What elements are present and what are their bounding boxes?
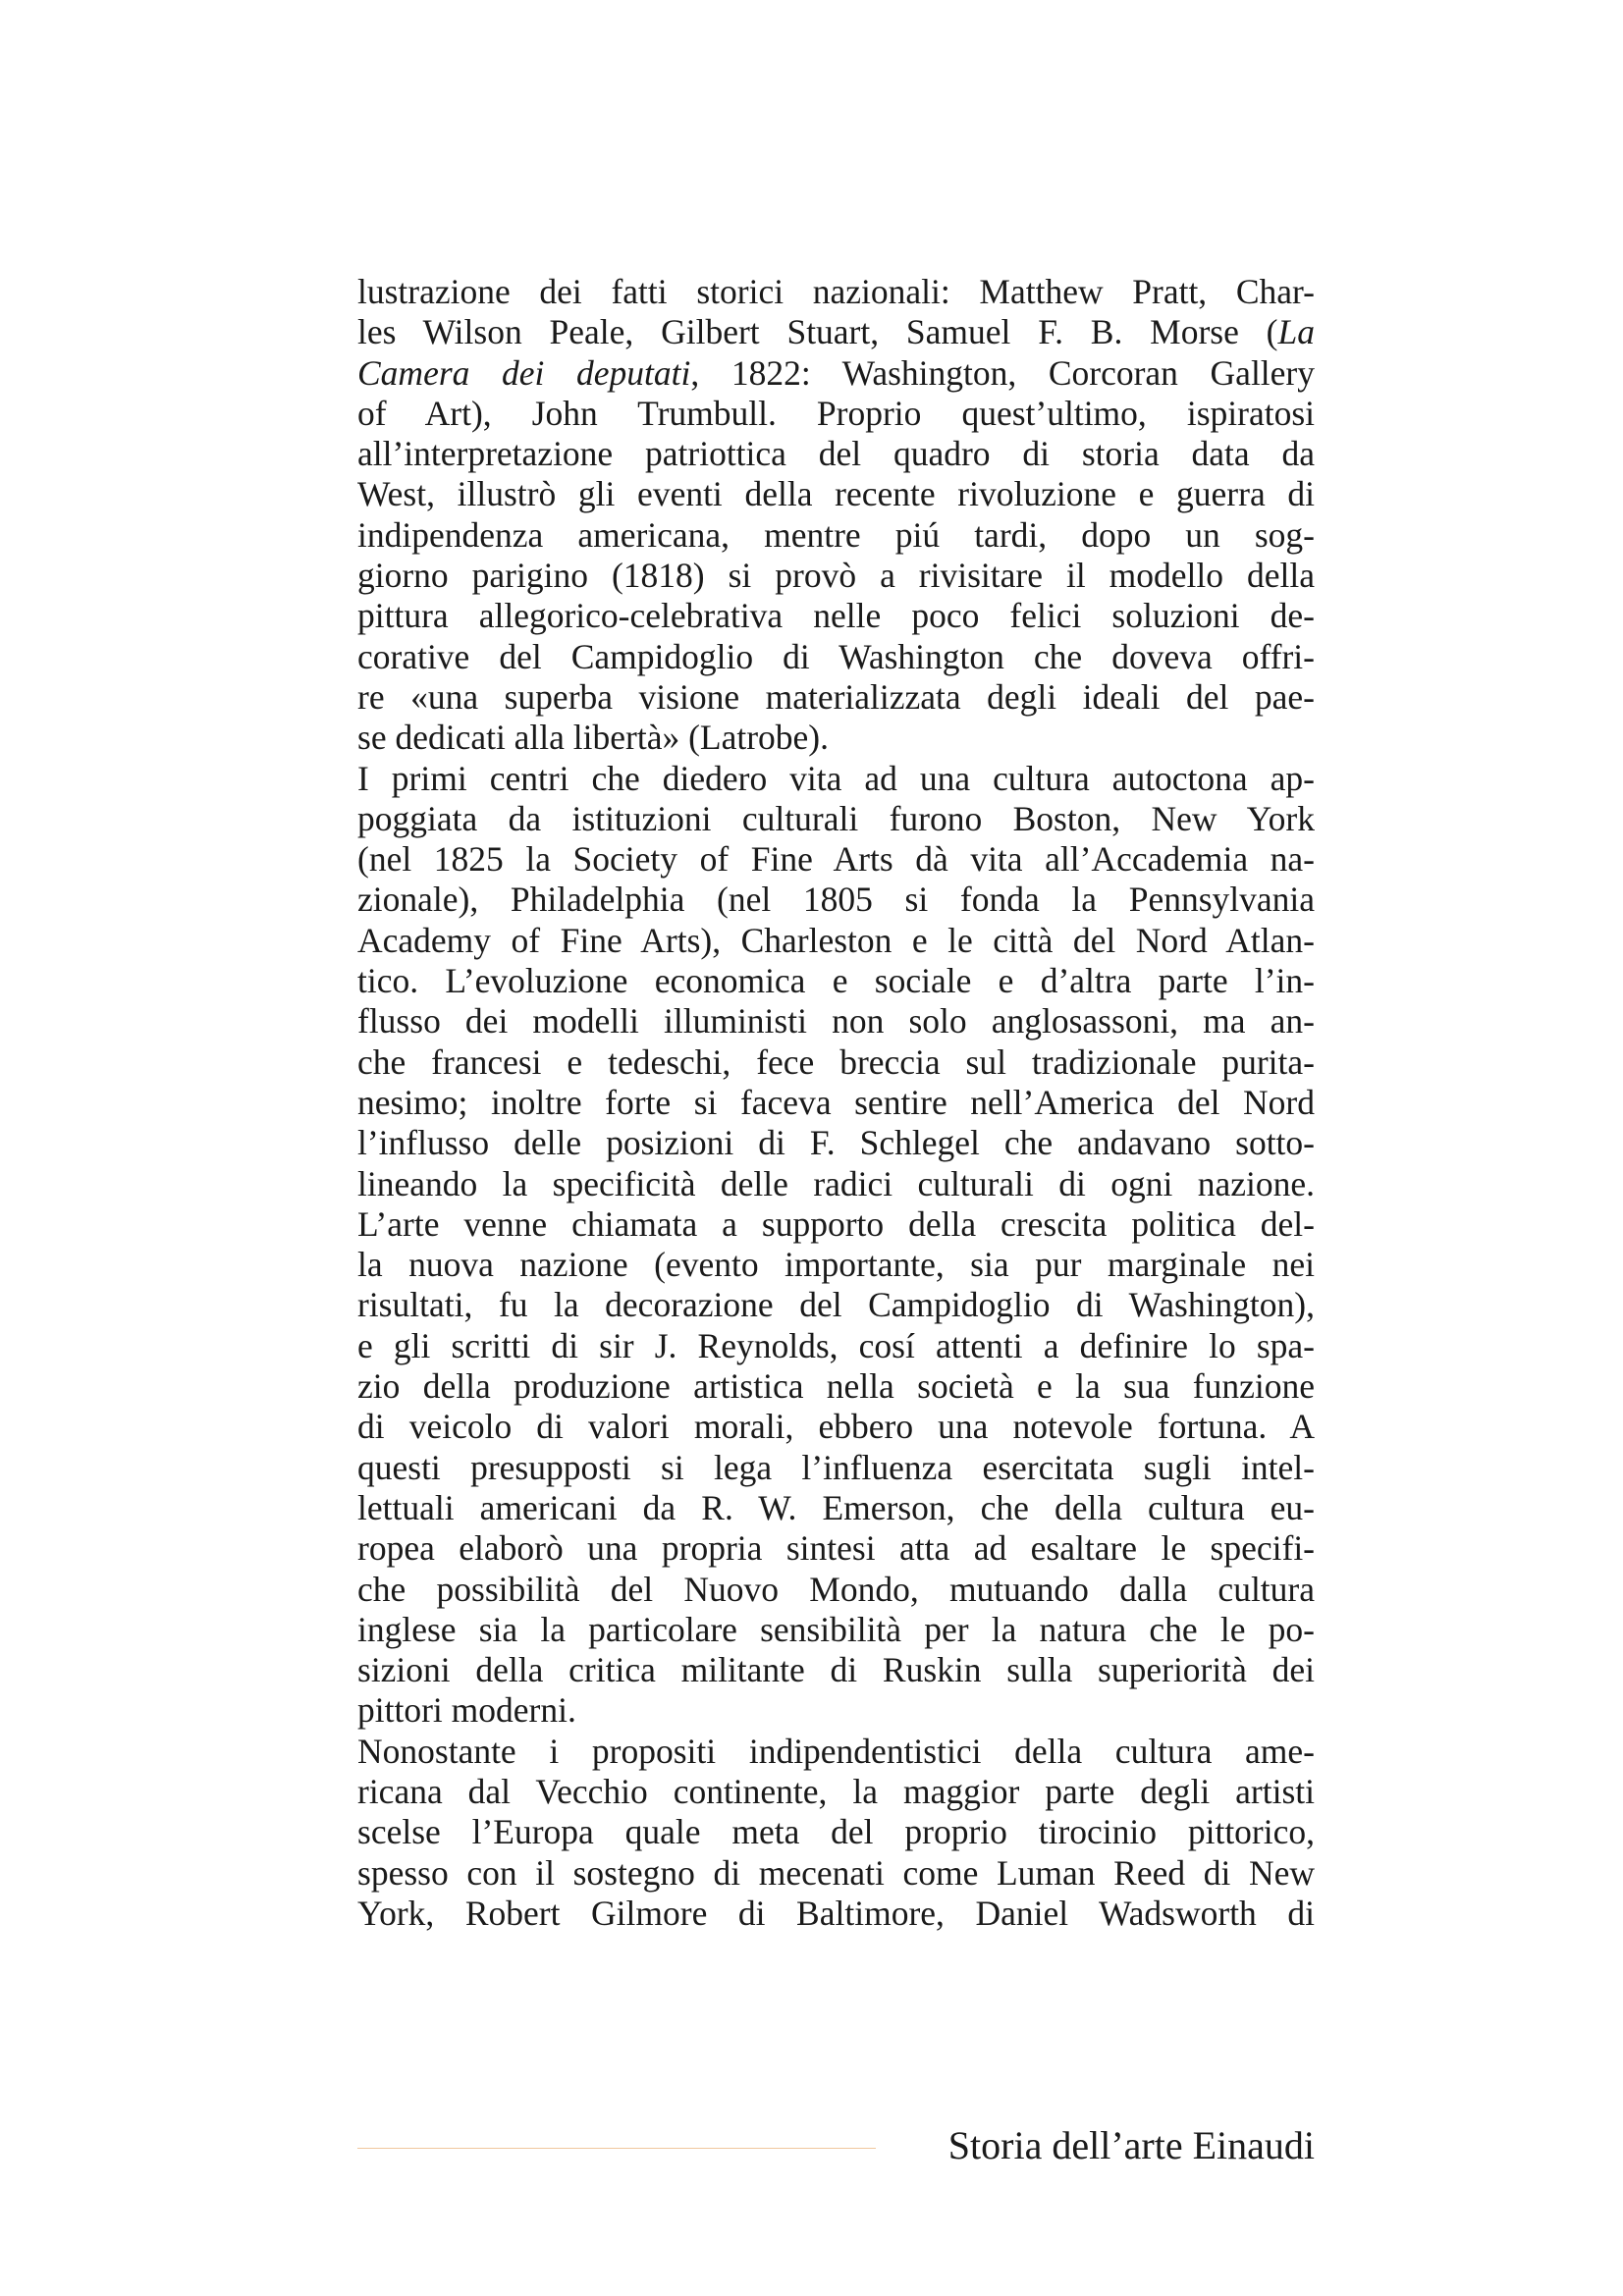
footer-rule: [357, 2148, 876, 2149]
text-line: lettuali americani da R. W. Emerson, che della cultura eu-: [357, 1487, 1315, 1527]
text-line: Camera dei deputati, 1822: Washington, Corcoran Gallery: [357, 352, 1315, 393]
text-line: che francesi e tedeschi, fece breccia sul tradizionale purita-: [357, 1041, 1315, 1082]
text-line: pittori moderni.: [357, 1690, 576, 1731]
text-line: pittura allegorico-celebrativa nelle poco felici soluzioni de-: [357, 596, 1315, 636]
text-line: ropea elaborò una propria sintesi atta ad esaltare le specifi-: [357, 1528, 1315, 1569]
text-line: L’arte venne chiamata a supporto della crescita politica del-: [357, 1203, 1315, 1244]
text-line: lustrazione dei fatti storici nazionali: Matthew Pratt, Char-: [357, 272, 1315, 311]
text-line: West, illustrò gli eventi della recente rivoluzione e guerra di: [357, 474, 1315, 514]
text-line: zionale), Philadelphia (nel 1805 si fonda la Pennsylvania: [357, 880, 1315, 920]
text-line: corative del Campidoglio di Washington che doveva offri-: [357, 636, 1315, 676]
text-line: scelse l’Europa quale meta del proprio tirocinio pittorico,: [357, 1812, 1315, 1852]
text-line: la nuova nazione (evento importante, sia pur marginale nei: [357, 1245, 1315, 1285]
text-line: di veicolo di valori morali, ebbero una notevole fortuna. A: [357, 1407, 1315, 1447]
text-line: I primi centri che diedero vita ad una cultura autoctona ap-: [357, 758, 1315, 798]
paragraph: [357, 1732, 1315, 1934]
text-line: tico. L’evoluzione economica e sociale e d’altra parte l’in-: [357, 961, 1315, 1001]
text-line: Academy of Fine Arts), Charleston e le città del Nord Atlan-: [357, 920, 1315, 960]
italic-title: La: [1277, 312, 1315, 352]
text-line: questi presupposti si lega l’influenza esercitata sugli intel-: [357, 1447, 1315, 1487]
text-line: nesimo; inoltre forte si faceva sentire nell’America del Nord: [357, 1082, 1315, 1122]
text-line: zio della produzione artistica nella società e la sua funzione: [357, 1366, 1315, 1407]
text-line: sizioni della critica militante di Ruskin sulla superiorità dei: [357, 1650, 1315, 1690]
text-line: all’interpretazione patriottica del quadro di storia data da: [357, 434, 1315, 474]
text-line: risultati, fu la decorazione del Campidoglio di Washington),: [357, 1285, 1315, 1325]
text-line: lineando la specificità delle radici culturali di ogni nazione.: [357, 1163, 1315, 1203]
text-line: York, Robert Gilmore di Baltimore, Daniel Wadsworth di: [357, 1893, 1315, 1933]
text-line: ricana dal Vecchio continente, la maggior parte degli artisti: [357, 1771, 1315, 1811]
text-line: flusso dei modelli illuministi non solo anglosassoni, ma an-: [357, 1001, 1315, 1041]
text-line: spesso con il sostegno di mecenati come Luman Reed di New: [357, 1852, 1315, 1893]
text-line: of Art), John Trumbull. Proprio quest’ultimo, ispiratosi: [357, 393, 1315, 433]
text-line: se dedicati alla libertà» (Latrobe).: [357, 718, 829, 758]
footer-book-title: Storia dell’arte Einaudi: [947, 2123, 1315, 2167]
text-line: l’influsso delle posizioni di F. Schlegel che andavano sotto-: [357, 1123, 1315, 1163]
body-text: [357, 272, 1315, 1934]
text-line: che possibilità del Nuovo Mondo, mutuando dalla cultura: [357, 1569, 1315, 1609]
text-line: les Wilson Peale, Gilbert Stuart, Samuel F. B. Morse (La: [357, 312, 1315, 352]
text-line: indipendenza americana, mentre piú tardi, dopo un sog-: [357, 514, 1315, 555]
text-line: e gli scritti di sir J. Reynolds, cosí attenti a definire lo spa-: [357, 1325, 1315, 1365]
text-line: re «una superba visione materializzata degli ideali del pae-: [357, 676, 1315, 717]
text-line: poggiata da istituzioni culturali furono Boston, New York: [357, 798, 1315, 838]
text-line: giorno parigino (1818) si provò a rivisitare il modello della: [357, 556, 1315, 596]
italic-title: Camera dei deputati: [357, 352, 691, 393]
text-line: Nonostante i propositi indipendentistici della cultura ame-: [357, 1731, 1315, 1771]
text-line: (nel 1825 la Society of Fine Arts dà vita all’Accademia na-: [357, 839, 1315, 880]
text-line: inglese sia la particolare sensibilità per la natura che le po-: [357, 1609, 1315, 1649]
paragraph: [357, 759, 1315, 1732]
paragraph: [357, 272, 1315, 759]
